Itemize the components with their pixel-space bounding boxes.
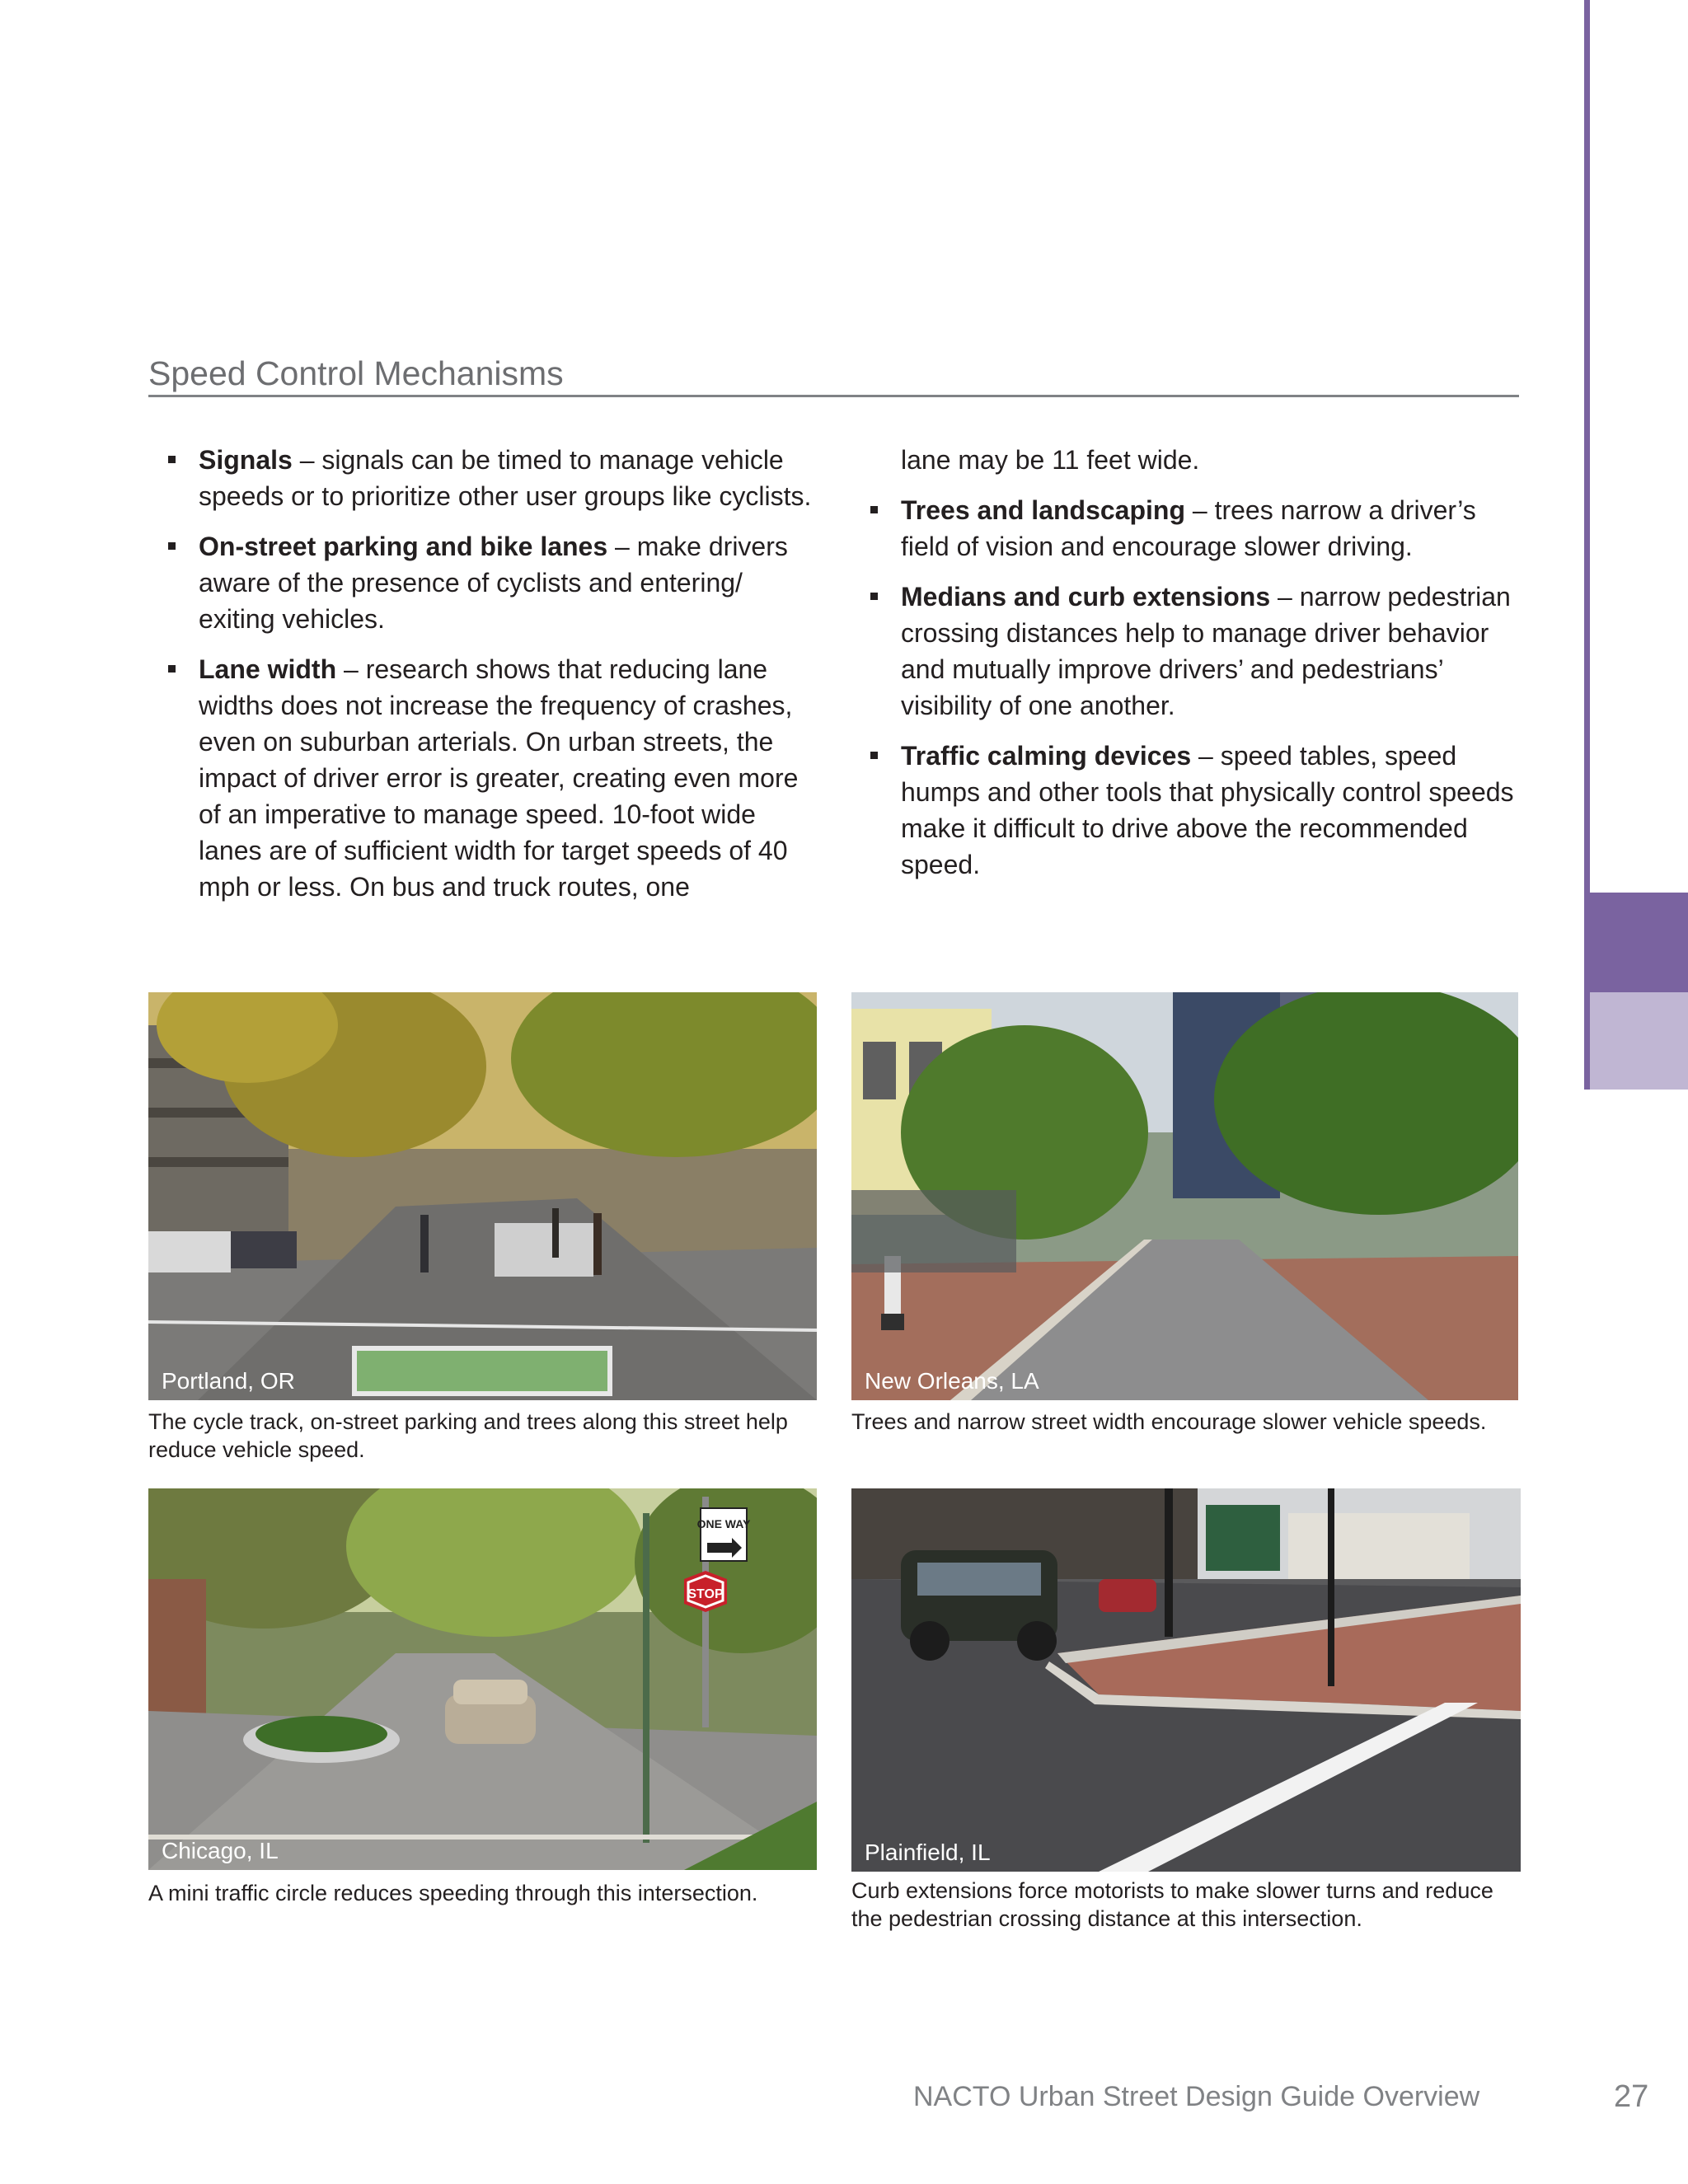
item-text: – narrow pedestrian crossing distances help to manage driver behavior and mutually improve drivers’ and pedestrians’ visibility of one another. xyxy=(901,582,1511,720)
list-item xyxy=(165,651,816,905)
section-title: Speed Control Mechanisms xyxy=(148,354,564,392)
list-item xyxy=(867,738,1518,883)
list-item xyxy=(867,579,1518,724)
list-item xyxy=(165,442,816,514)
photo-chicago xyxy=(148,1488,817,1870)
bullet-icon xyxy=(168,665,176,673)
item-text: – research shows that reducing lane widths does not increase the frequency of crashes, even on suburban arterials. On urban streets, the impact of driver error is greater, creating even more of an imperative to manage speed. 10-foot wide lanes are of sufficient width for target speeds of 40 mph or less. On bus and truck routes, one xyxy=(199,654,799,902)
one-way-sign-text: ONE WAY xyxy=(696,1517,751,1530)
photo-caption: Curb extensions force motorists to make slower turns and reduce the pedestrian crossing distance at this intersection. xyxy=(851,1878,1493,1931)
item-term: Trees and landscaping xyxy=(901,495,1185,525)
stop-sign-text: STOP xyxy=(687,1587,724,1601)
street-photo-illustration xyxy=(148,992,817,1400)
photo-new-orleans xyxy=(851,992,1518,1400)
item-term: Signals xyxy=(199,445,293,475)
photo-location-label: Plainfield, IL xyxy=(865,1840,991,1865)
item-term: On-street parking and bike lanes xyxy=(199,532,608,561)
right-column xyxy=(867,442,1518,897)
bullet-list-left xyxy=(165,442,816,905)
bullet-icon xyxy=(870,506,878,513)
item-term: Medians and curb extensions xyxy=(901,582,1271,612)
street-photo-illustration xyxy=(148,1488,817,1870)
item-text: – signals can be timed to manage vehicle speeds or to prioritize other user groups like cyclists. xyxy=(199,445,812,511)
photo-location-label: New Orleans, LA xyxy=(865,1368,1039,1394)
section-tab-light xyxy=(1590,992,1688,1090)
footer-title: NACTO Urban Street Design Guide Overview xyxy=(913,2081,1480,2112)
item-text: – trees narrow a driver’s field of vision and encourage slower driving. xyxy=(901,495,1476,561)
street-photo-illustration xyxy=(851,992,1518,1400)
item-term: Traffic calming devices xyxy=(901,741,1192,771)
left-column xyxy=(165,442,816,919)
street-photo-illustration xyxy=(851,1488,1521,1872)
photo-caption: The cycle track, on-street parking and trees along this street help reduce vehicle speed. xyxy=(148,1409,788,1462)
photo-caption: A mini traffic circle reduces speeding through this intersection. xyxy=(148,1881,758,1905)
bullet-icon xyxy=(168,456,176,463)
photo-caption: Trees and narrow street width encourage slower vehicle speeds. xyxy=(851,1409,1487,1434)
photo-portland xyxy=(148,992,817,1400)
item-text: – make drivers aware of the presence of cyclists and entering/ exiting vehicles. xyxy=(199,532,788,634)
bullet-icon xyxy=(870,752,878,759)
section-tab-dark xyxy=(1584,893,1688,992)
list-item xyxy=(165,528,816,637)
photo-plainfield xyxy=(851,1488,1521,1872)
list-item xyxy=(867,492,1518,565)
photo-location-label: Chicago, IL xyxy=(162,1838,279,1863)
continued-text: lane may be 11 feet wide. xyxy=(901,445,1200,475)
item-term: Lane width xyxy=(199,654,337,684)
item-text: – speed tables, speed humps and other tools that physically control speeds make it difficult to drive above the recommended speed. xyxy=(901,741,1514,879)
page-number: 27 xyxy=(1614,2079,1649,2114)
bullet-icon xyxy=(870,593,878,600)
bullet-icon xyxy=(168,542,176,550)
photo-location-label: Portland, OR xyxy=(162,1368,295,1394)
title-rule xyxy=(148,395,1519,397)
bullet-list-right xyxy=(867,492,1518,883)
